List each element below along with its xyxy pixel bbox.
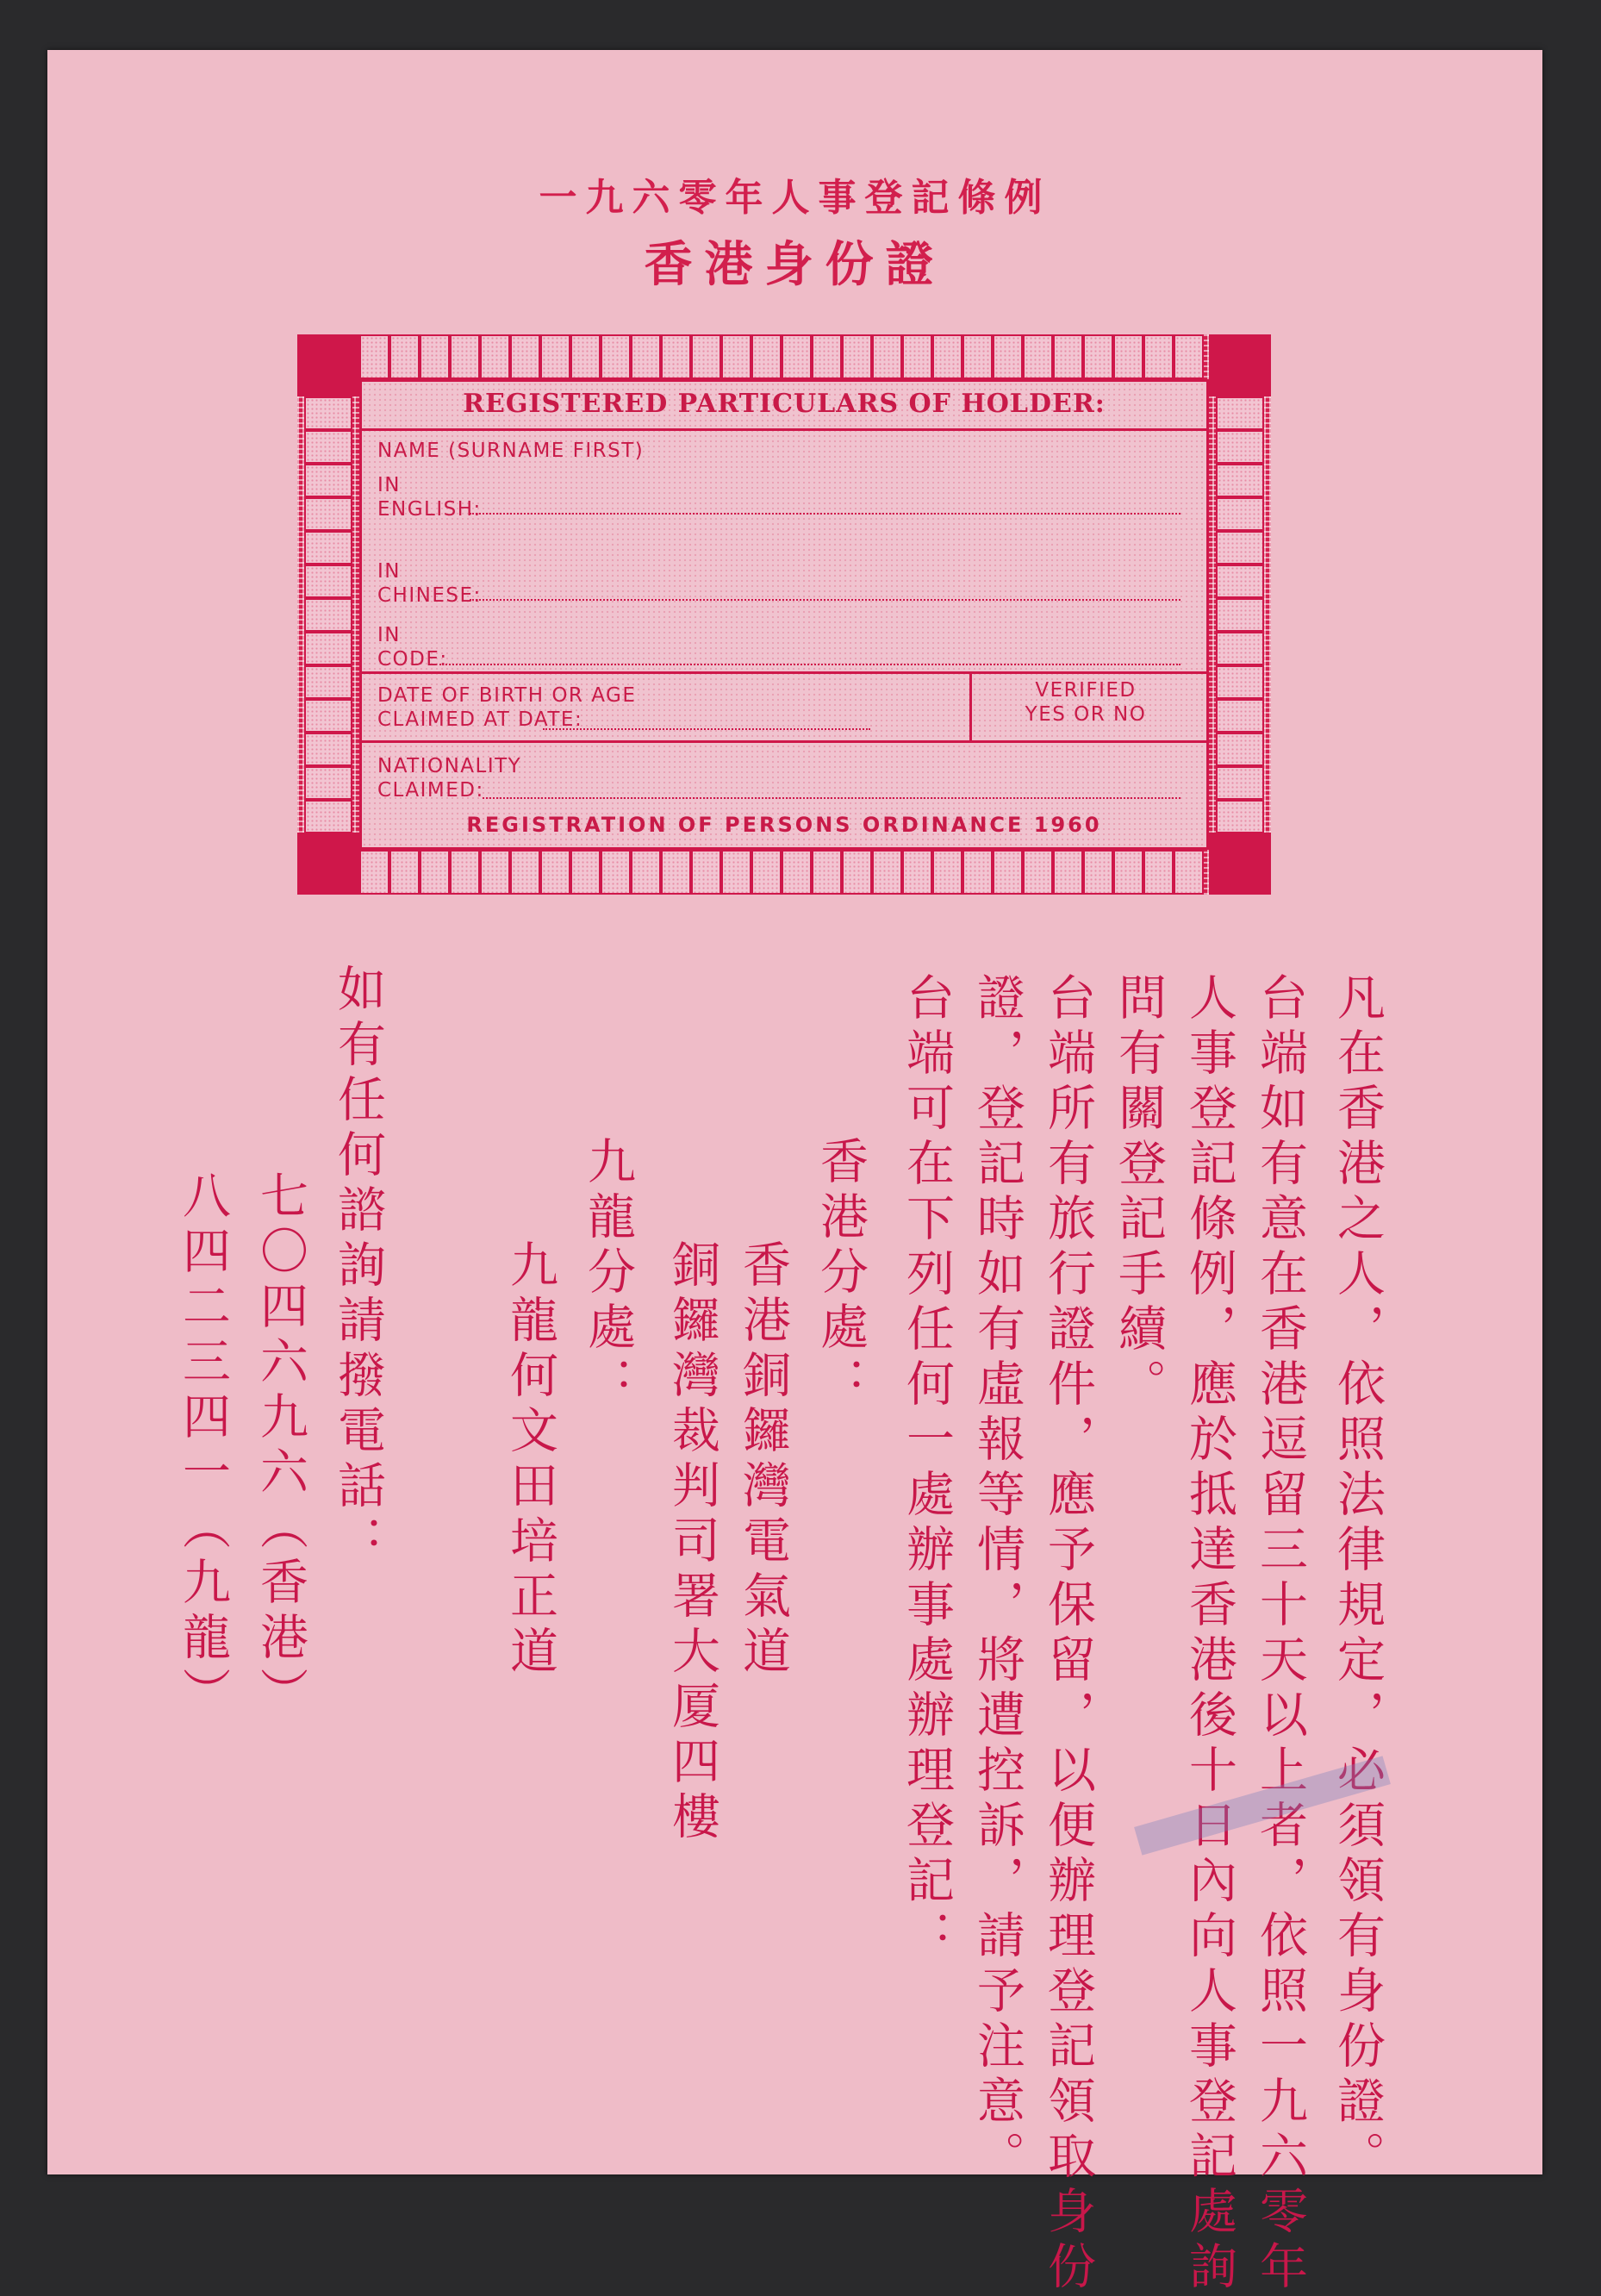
dob-line (543, 728, 870, 730)
border-cell (1174, 850, 1204, 895)
identity-card-title: 香港身份證 (644, 236, 946, 293)
ordinance-title: 一九六零年人事登記條例 (539, 176, 1051, 220)
border-cell (304, 531, 352, 565)
border-cells-bottom (359, 850, 1204, 895)
border-cell (601, 850, 631, 895)
border-cell (751, 850, 782, 895)
border-cell (304, 464, 352, 497)
border-cell (304, 497, 352, 531)
border-cell (993, 850, 1023, 895)
border-cell (1143, 850, 1174, 895)
border-cell (721, 334, 751, 379)
border-cell (631, 850, 661, 895)
border-cell (389, 334, 420, 379)
border-cell (480, 850, 510, 895)
corner-block (1209, 833, 1271, 895)
border-cell (510, 850, 540, 895)
border-cell (1216, 531, 1264, 565)
border-cell (782, 334, 812, 379)
telephone-number: 七〇四六九六（香港） (252, 1170, 308, 1722)
border-cell (359, 850, 389, 895)
border-cell (842, 850, 872, 895)
border-cell (812, 334, 842, 379)
office-address: 九龍何文田培正道 (502, 1239, 558, 1681)
in-code-label: IN CODE: (377, 624, 448, 671)
enquiry-heading: 如有任何諮詢請撥電話： (330, 964, 386, 1570)
in-english-label: IN ENGLISH: (377, 474, 482, 521)
border-cell (691, 850, 721, 895)
border-cell (601, 334, 631, 379)
border-cell (1216, 632, 1264, 665)
notice-column: 台端所有旅行證件，應予保留，以便辦理登記領取身份 (1040, 972, 1096, 2296)
office-heading: 香港分處： (813, 1136, 869, 1412)
particulars-panel (359, 379, 1209, 850)
border-cell (721, 850, 751, 895)
border-cell (1216, 430, 1264, 464)
border-cell (1216, 464, 1264, 497)
border-cell (1216, 396, 1264, 430)
border-cell (420, 850, 450, 895)
border-cell (570, 850, 601, 895)
name-label: NAME (SURNAME FIRST) (377, 440, 645, 462)
notice-column: 證，登記時如有虛報等情，將遭控訴，請予注意。 (969, 972, 1025, 2186)
border-cells-right (1216, 396, 1264, 833)
border-cell (1083, 850, 1113, 895)
border-cell (932, 850, 962, 895)
border-cell (540, 850, 570, 895)
border-cell (842, 334, 872, 379)
in-chinese-label: IN CHINESE: (377, 560, 482, 607)
border-cell (661, 850, 691, 895)
chinese-name-line (470, 599, 1181, 601)
border-cell (1216, 665, 1264, 699)
border-cell (304, 766, 352, 800)
border-cell (872, 334, 902, 379)
ordinance-footer: REGISTRATION OF PERSONS ORDINANCE 1960 (466, 813, 1102, 837)
particulars-heading: REGISTERED PARTICULARS OF HOLDER: (463, 389, 1106, 419)
border-cell (304, 665, 352, 699)
border-cell (540, 334, 570, 379)
border-cell (1083, 334, 1113, 379)
border-cell (359, 334, 389, 379)
border-cell (304, 565, 352, 598)
border-cell (1174, 334, 1204, 379)
border-cell (691, 334, 721, 379)
dob-label: DATE OF BIRTH OR AGE CLAIMED AT DATE: (377, 684, 637, 731)
divider (362, 428, 1206, 431)
border-cell (1216, 598, 1264, 632)
border-cell (570, 334, 601, 379)
border-cell (480, 334, 510, 379)
border-cell (304, 396, 352, 430)
border-cell (782, 850, 812, 895)
border-cell (1216, 800, 1264, 833)
border-cell (902, 850, 932, 895)
border-cell (1113, 334, 1143, 379)
border-cell (1143, 334, 1174, 379)
border-cell (661, 334, 691, 379)
code-line (439, 664, 1181, 665)
border-cell (962, 850, 993, 895)
border-cell (872, 850, 902, 895)
border-cell (751, 334, 782, 379)
border-cell (450, 850, 480, 895)
office-heading: 九龍分處： (580, 1136, 636, 1412)
border-cell (1053, 334, 1083, 379)
border-cell (420, 334, 450, 379)
border-cell (304, 800, 352, 833)
office-address: 銅鑼灣裁判司署大厦四樓 (664, 1239, 720, 1846)
divider (969, 671, 972, 740)
border-cell (304, 699, 352, 733)
border-cell (1216, 733, 1264, 766)
border-cell (631, 334, 661, 379)
border-cell (1216, 565, 1264, 598)
border-cell (993, 334, 1023, 379)
notice-column: 問有關登記手續。 (1111, 972, 1167, 1413)
border-cell (1216, 699, 1264, 733)
verified-label: VERIFIED YES OR NO (1025, 679, 1147, 726)
border-cells-top (359, 334, 1204, 379)
border-cell (510, 334, 540, 379)
border-cell (304, 632, 352, 665)
telephone-number: 八四二三四一（九龍） (175, 1170, 231, 1722)
border-cell (902, 334, 932, 379)
border-cell (1053, 850, 1083, 895)
border-cell (304, 598, 352, 632)
corner-block (297, 334, 359, 396)
border-cell (932, 334, 962, 379)
border-cell (1023, 334, 1053, 379)
border-cell (812, 850, 842, 895)
corner-block (1209, 334, 1271, 396)
border-cell (304, 430, 352, 464)
nationality-label: NATIONALITY CLAIMED: (377, 755, 522, 802)
office-address: 香港銅鑼灣電氣道 (735, 1239, 791, 1681)
notice-column: 台端如有意在香港逗留三十天以上者，依照一九六零年 (1252, 972, 1308, 2296)
border-cells-left (304, 396, 352, 833)
border-cell (962, 334, 993, 379)
notice-column: 凡在香港之人，依照法律規定，必須領有身份證。 (1330, 972, 1386, 2186)
border-cell (1113, 850, 1143, 895)
english-name-line (470, 513, 1181, 515)
border-cell (389, 850, 420, 895)
border-cell (1216, 497, 1264, 531)
divider (362, 671, 1206, 674)
identity-card-form (297, 334, 1271, 895)
nationality-line (483, 797, 1181, 799)
corner-block (297, 833, 359, 895)
border-cell (304, 733, 352, 766)
border-cell (450, 334, 480, 379)
border-cell (1023, 850, 1053, 895)
registration-notice-sheet (47, 50, 1542, 2296)
notice-column: 人事登記條例，應於抵達香港後十日內向人事登記處詢 (1181, 972, 1237, 2296)
border-cell (1216, 766, 1264, 800)
divider (362, 740, 1206, 743)
notice-column: 台端可在下列任何一處辦事處辦理登記： (899, 972, 955, 1965)
